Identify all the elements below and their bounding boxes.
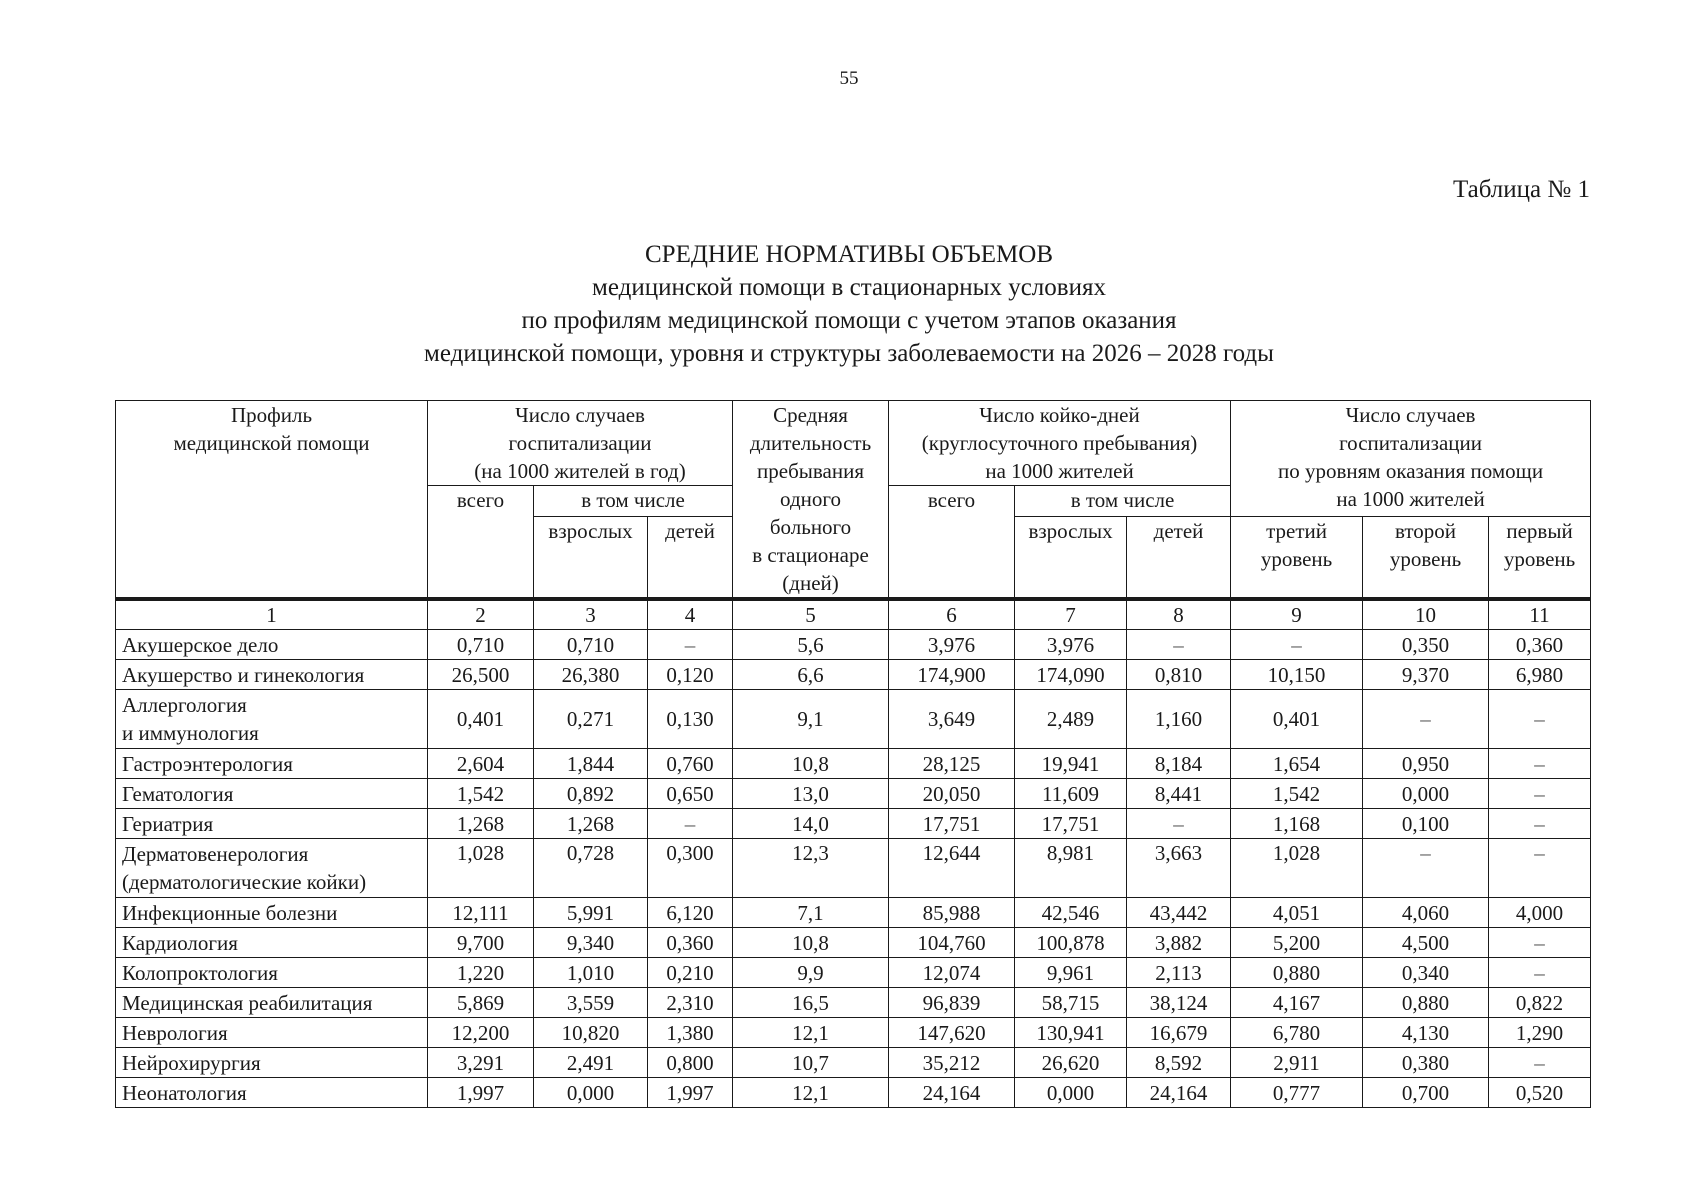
table-cell: –	[1489, 1048, 1591, 1078]
table-cell: 0,710	[534, 630, 648, 660]
table-row	[116, 1048, 1591, 1078]
table-cell: 0,210	[648, 958, 733, 988]
table-row	[116, 958, 1591, 988]
table-row	[116, 690, 1591, 749]
header-duration-line: (дней)	[782, 571, 839, 595]
table-cell: –	[1127, 630, 1231, 660]
table-cell: 0,700	[1363, 1078, 1489, 1108]
profile-name	[116, 928, 428, 958]
table-cell: 4,167	[1231, 988, 1363, 1018]
profile-name-line: Аллергология	[122, 693, 247, 717]
profile-name-line: и иммунология	[122, 721, 259, 745]
table-row	[116, 630, 1591, 660]
header-cases-including: в том числе	[534, 486, 733, 517]
table-cell: 0,760	[648, 749, 733, 779]
table-cell: 10,8	[733, 928, 889, 958]
table-cell: 20,050	[889, 779, 1015, 809]
table-cell: 26,620	[1015, 1048, 1127, 1078]
profile-name-line: Неонатология	[122, 1080, 247, 1105]
header-cases-total: всего	[428, 486, 534, 600]
column-number: 9	[1231, 599, 1363, 630]
table-cell: 85,988	[889, 898, 1015, 928]
table-cell: 10,820	[534, 1018, 648, 1048]
header-levels-line: госпитализации	[1339, 431, 1482, 455]
table-cell: 1,268	[534, 809, 648, 839]
table-cell: 100,878	[1015, 928, 1127, 958]
table-cell: 0,800	[648, 1048, 733, 1078]
table-cell: 0,650	[648, 779, 733, 809]
table-cell: 0,340	[1363, 958, 1489, 988]
table-cell: –	[1363, 690, 1489, 749]
profile-name	[116, 988, 428, 1018]
table-row	[116, 898, 1591, 928]
profile-name	[116, 1048, 428, 1078]
profile-name	[116, 690, 428, 749]
column-number: 2	[428, 599, 534, 630]
table-cell: 38,124	[1127, 988, 1231, 1018]
table-cell: 12,1	[733, 1018, 889, 1048]
header-duration-line: длительность	[749, 431, 872, 455]
table-cell: 9,700	[428, 928, 534, 958]
table-cell: 0,000	[1015, 1078, 1127, 1108]
table-row	[116, 928, 1591, 958]
table-cell: 12,644	[889, 839, 1015, 898]
table-cell: 9,9	[733, 958, 889, 988]
column-number: 5	[733, 599, 889, 630]
column-number: 10	[1363, 599, 1489, 630]
column-number: 6	[889, 599, 1015, 630]
table-cell: 0,822	[1489, 988, 1591, 1018]
header-cases-line: (на 1000 жителей в год)	[474, 459, 686, 483]
table-cell: 0,100	[1363, 809, 1489, 839]
table-cell: 9,340	[534, 928, 648, 958]
table-cell: 12,1	[733, 1078, 889, 1108]
table-cell: 0,401	[1231, 690, 1363, 749]
header-profile	[116, 401, 428, 600]
header-bed-days-line: Число койко-дней	[979, 403, 1140, 427]
table-cell: 1,168	[1231, 809, 1363, 839]
table-cell: 4,060	[1363, 898, 1489, 928]
table-cell: 5,869	[428, 988, 534, 1018]
table-cell: 11,609	[1015, 779, 1127, 809]
header-duration-line: больного	[769, 515, 852, 539]
header-cases-adults: взрослых	[534, 517, 648, 600]
header-duration-line: пребывания	[757, 459, 864, 483]
table-row	[116, 749, 1591, 779]
table-cell: –	[1489, 779, 1591, 809]
table-cell: 174,900	[889, 660, 1015, 690]
table-label: Таблица № 1	[1452, 176, 1590, 203]
table-cell: 10,8	[733, 749, 889, 779]
table-cell: 0,360	[1489, 630, 1591, 660]
profile-name	[116, 958, 428, 988]
header-bed-days-line: на 1000 жителей	[985, 459, 1134, 483]
column-numbers-row	[116, 599, 1591, 630]
table-row	[116, 1078, 1591, 1108]
table-cell: 6,980	[1489, 660, 1591, 690]
header-cases-children: детей	[648, 517, 733, 600]
header-level-3-line: третий	[1266, 519, 1327, 543]
table-cell: 1,844	[534, 749, 648, 779]
profile-name-line: Гематология	[122, 781, 234, 806]
header-cases-line: госпитализации	[508, 431, 652, 455]
table-cell: 1,542	[428, 779, 534, 809]
table-row	[116, 1018, 1591, 1048]
table-cell: 17,751	[1015, 809, 1127, 839]
table-cell: 1,220	[428, 958, 534, 988]
header-level-2-line: второй	[1395, 519, 1457, 543]
table-cell: –	[1363, 839, 1489, 898]
column-number: 4	[648, 599, 733, 630]
header-level-3	[1231, 517, 1363, 600]
profile-name-line: (дерматологические койки)	[122, 870, 367, 894]
table-cell: 0,380	[1363, 1048, 1489, 1078]
table-cell: 4,051	[1231, 898, 1363, 928]
header-levels	[1231, 401, 1591, 517]
header-level-3-line: уровень	[1260, 547, 1333, 571]
table-cell: 3,976	[889, 630, 1015, 660]
table-cell: 1,654	[1231, 749, 1363, 779]
header-levels-line: на 1000 жителей	[1336, 487, 1485, 511]
table-cell: –	[1489, 839, 1591, 898]
table-cell: 2,489	[1015, 690, 1127, 749]
header-level-1-line: первый	[1506, 519, 1573, 543]
header-bed-days	[889, 401, 1231, 486]
table-cell: 8,184	[1127, 749, 1231, 779]
table-cell: 0,710	[428, 630, 534, 660]
profile-name	[116, 839, 428, 898]
table-cell: –	[1489, 928, 1591, 958]
profile-name	[116, 1018, 428, 1048]
header-bed-days-line: (круглосуточного пребывания)	[921, 431, 1198, 455]
table-cell: –	[1489, 958, 1591, 988]
header-bed-days-adults: взрослых	[1015, 517, 1127, 600]
profile-name-line: Дерматовенерология	[122, 842, 309, 866]
table-cell: 0,130	[648, 690, 733, 749]
table-cell: 10,150	[1231, 660, 1363, 690]
table-cell: 1,997	[428, 1078, 534, 1108]
profile-name-line: Инфекционные болезни	[122, 900, 338, 925]
table-cell: 0,728	[534, 839, 648, 898]
table-cell: 2,911	[1231, 1048, 1363, 1078]
table-cell: 1,028	[428, 839, 534, 898]
table-cell: 8,441	[1127, 779, 1231, 809]
table-cell: 104,760	[889, 928, 1015, 958]
table-cell: 0,401	[428, 690, 534, 749]
table-cell: 0,880	[1231, 958, 1363, 988]
table-cell: 58,715	[1015, 988, 1127, 1018]
header-profile-line: Профиль	[230, 403, 313, 427]
table-cell: 0,300	[648, 839, 733, 898]
table-cell: 3,663	[1127, 839, 1231, 898]
table-cell: 13,0	[733, 779, 889, 809]
profile-name	[116, 749, 428, 779]
page-number: 55	[839, 68, 859, 89]
table-cell: –	[1489, 749, 1591, 779]
table-cell: 3,291	[428, 1048, 534, 1078]
title-line-3: по профилям медицинской помощи с учетом этапов оказания	[521, 307, 1177, 334]
table-row	[116, 988, 1591, 1018]
table-cell: 10,7	[733, 1048, 889, 1078]
table-cell: 6,6	[733, 660, 889, 690]
table-cell: 0,000	[534, 1078, 648, 1108]
table-cell: 12,3	[733, 839, 889, 898]
profile-name-line: Неврология	[122, 1020, 228, 1045]
table-cell: 0,777	[1231, 1078, 1363, 1108]
table-cell: 0,360	[648, 928, 733, 958]
header-cases	[428, 401, 733, 486]
table-row	[116, 779, 1591, 809]
table-cell: 12,074	[889, 958, 1015, 988]
profile-name-line: Медицинская реабилитация	[122, 990, 373, 1015]
table-cell: 16,5	[733, 988, 889, 1018]
table-cell: 35,212	[889, 1048, 1015, 1078]
table-cell: 5,200	[1231, 928, 1363, 958]
profile-name-line: Гериатрия	[122, 811, 214, 836]
table-cell: 6,120	[648, 898, 733, 928]
header-levels-line: по уровням оказания помощи	[1277, 459, 1544, 483]
table-cell: 1,010	[534, 958, 648, 988]
table-cell: 3,559	[534, 988, 648, 1018]
table-cell: 2,113	[1127, 958, 1231, 988]
title-line-4: медицинской помощи, уровня и структуры заболеваемости на 2026 – 2028 годы	[424, 340, 1274, 367]
table-cell: 12,111	[428, 898, 534, 928]
table-header	[116, 401, 1591, 600]
norms-table	[115, 400, 1591, 1108]
header-level-2-line: уровень	[1389, 547, 1462, 571]
profile-name	[116, 630, 428, 660]
profile-name	[116, 779, 428, 809]
header-bed-days-including: в том числе	[1015, 486, 1231, 517]
table-cell: 17,751	[889, 809, 1015, 839]
table-cell: 12,200	[428, 1018, 534, 1048]
table-cell: 96,839	[889, 988, 1015, 1018]
table-cell: –	[1231, 630, 1363, 660]
profile-name-line: Акушерство и гинекология	[122, 662, 365, 687]
header-level-2	[1363, 517, 1489, 600]
header-duration	[733, 401, 889, 600]
table-cell: –	[648, 809, 733, 839]
header-profile-line: медицинской помощи	[173, 431, 370, 455]
table-cell: –	[648, 630, 733, 660]
table-cell: 5,991	[534, 898, 648, 928]
header-level-1-line: уровень	[1503, 547, 1576, 571]
table-row	[116, 809, 1591, 839]
table-cell: 0,520	[1489, 1078, 1591, 1108]
profile-name	[116, 660, 428, 690]
header-cases-line: Число случаев	[515, 403, 645, 427]
header-duration-line: одного	[780, 487, 841, 511]
profile-name	[116, 809, 428, 839]
header-levels-line: Число случаев	[1345, 403, 1476, 427]
table-cell: 1,997	[648, 1078, 733, 1108]
table-cell: 8,981	[1015, 839, 1127, 898]
table-cell: 3,882	[1127, 928, 1231, 958]
column-number: 11	[1489, 599, 1591, 630]
table-cell: 26,500	[428, 660, 534, 690]
table-cell: –	[1489, 809, 1591, 839]
table-cell: 5,6	[733, 630, 889, 660]
table-cell: 14,0	[733, 809, 889, 839]
table-cell: 1,542	[1231, 779, 1363, 809]
table-cell: 2,310	[648, 988, 733, 1018]
table-cell: 24,164	[889, 1078, 1015, 1108]
table-cell: 147,620	[889, 1018, 1015, 1048]
column-number: 1	[116, 599, 428, 630]
profile-name-line: Колопроктология	[122, 960, 278, 985]
table-cell: 4,130	[1363, 1018, 1489, 1048]
table-cell: 1,028	[1231, 839, 1363, 898]
table-cell: 28,125	[889, 749, 1015, 779]
table-cell: 2,491	[534, 1048, 648, 1078]
column-number: 8	[1127, 599, 1231, 630]
table-cell: 19,941	[1015, 749, 1127, 779]
table-cell: 1,268	[428, 809, 534, 839]
table-cell: 24,164	[1127, 1078, 1231, 1108]
table-cell: 4,500	[1363, 928, 1489, 958]
document-title	[0, 238, 1698, 370]
table-cell: 1,160	[1127, 690, 1231, 749]
header-duration-line: в стационаре	[752, 543, 869, 567]
title-line-1: СРЕДНИЕ НОРМАТИВЫ ОБЪЕМОВ	[644, 241, 1054, 268]
table-cell: 130,941	[1015, 1018, 1127, 1048]
table-row	[116, 660, 1591, 690]
profile-name-line: Гастроэнтерология	[122, 751, 293, 776]
table-cell: 1,380	[648, 1018, 733, 1048]
table-cell: 3,649	[889, 690, 1015, 749]
table-cell: 8,592	[1127, 1048, 1231, 1078]
profile-name-line: Нейрохирургия	[122, 1050, 261, 1075]
table-cell: 16,679	[1127, 1018, 1231, 1048]
table-cell: 7,1	[733, 898, 889, 928]
title-line-2: медицинской помощи в стационарных условиях	[592, 274, 1106, 301]
table-cell: 2,604	[428, 749, 534, 779]
table-cell: 42,546	[1015, 898, 1127, 928]
table-cell: 1,290	[1489, 1018, 1591, 1048]
table-cell: 3,976	[1015, 630, 1127, 660]
table-row	[116, 839, 1591, 898]
header-bed-days-total: всего	[889, 486, 1015, 600]
table-cell: 43,442	[1127, 898, 1231, 928]
table-cell: 9,961	[1015, 958, 1127, 988]
table-cell: 26,380	[534, 660, 648, 690]
table-cell: 9,370	[1363, 660, 1489, 690]
table-cell: 0,350	[1363, 630, 1489, 660]
table-cell: 6,780	[1231, 1018, 1363, 1048]
header-duration-line: Средняя	[773, 403, 848, 427]
table-cell: –	[1489, 690, 1591, 749]
table-cell: 0,120	[648, 660, 733, 690]
table-cell: 0,892	[534, 779, 648, 809]
table-cell: 4,000	[1489, 898, 1591, 928]
profile-name-line: Акушерское дело	[122, 632, 279, 657]
profile-name	[116, 898, 428, 928]
column-number: 3	[534, 599, 648, 630]
profile-name	[116, 1078, 428, 1108]
table-cell: –	[1127, 809, 1231, 839]
header-level-1	[1489, 517, 1591, 600]
table-cell: 0,880	[1363, 988, 1489, 1018]
table-cell: 9,1	[733, 690, 889, 749]
column-number: 7	[1015, 599, 1127, 630]
table-cell: 0,000	[1363, 779, 1489, 809]
profile-name-line: Кардиология	[122, 930, 238, 955]
table-cell: 0,271	[534, 690, 648, 749]
table-cell: 174,090	[1015, 660, 1127, 690]
header-bed-days-children: детей	[1127, 517, 1231, 600]
table-cell: 0,950	[1363, 749, 1489, 779]
table-cell: 0,810	[1127, 660, 1231, 690]
table-body	[116, 599, 1591, 1108]
